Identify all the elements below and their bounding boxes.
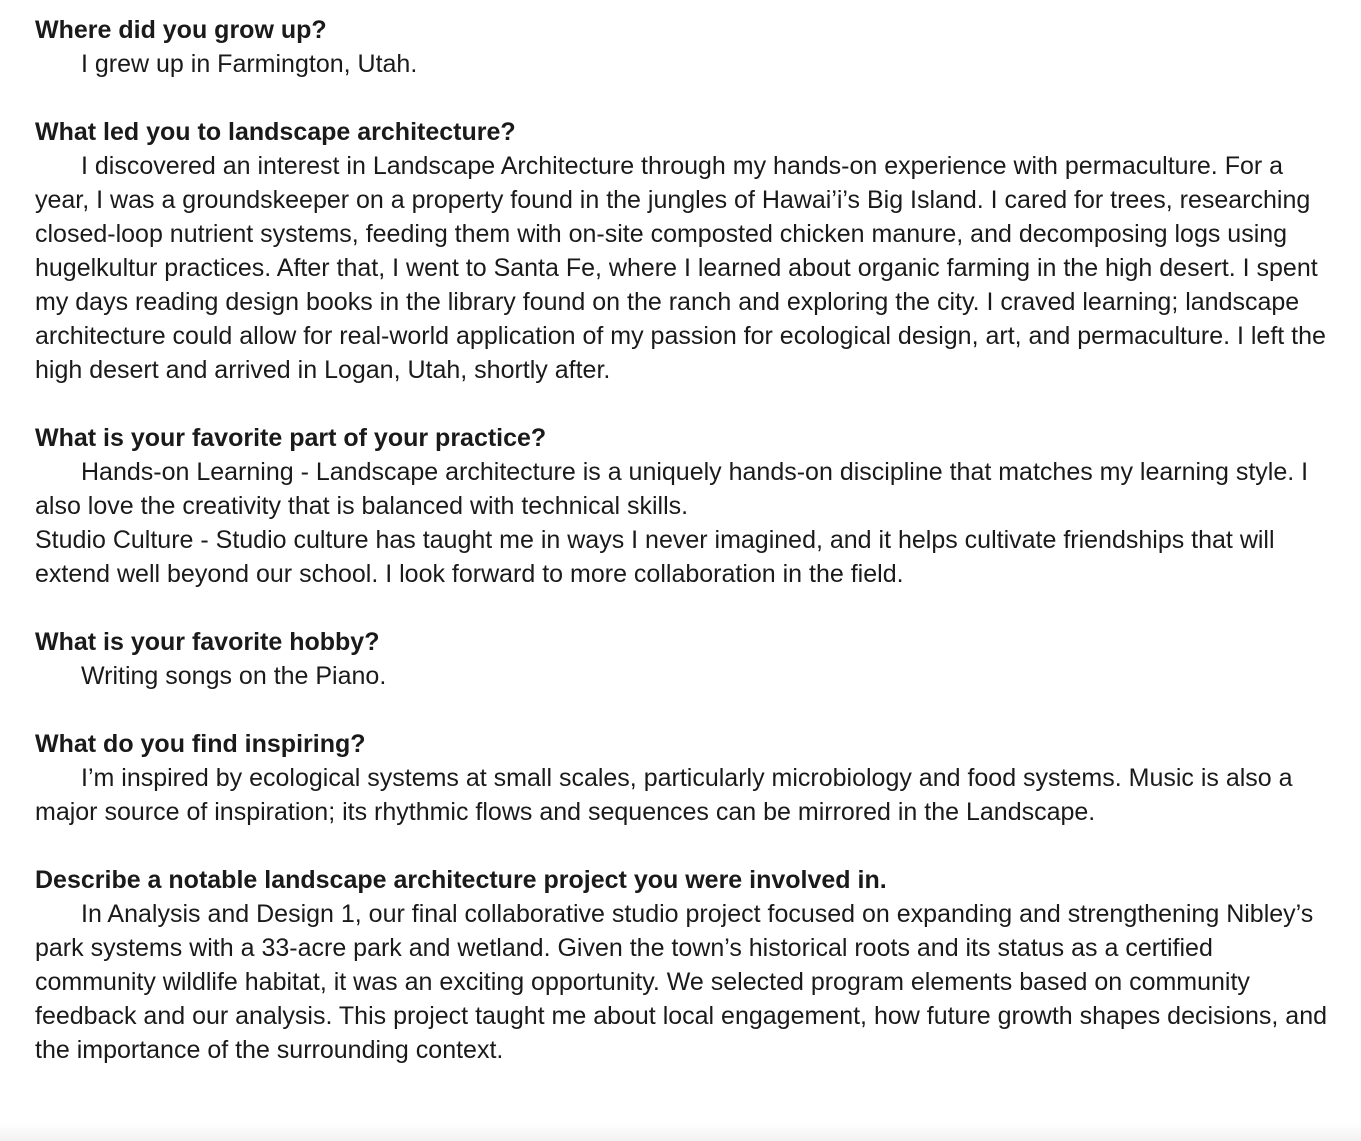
interview-document bbox=[35, 13, 1335, 1101]
answer-paragraph: I grew up in Farmington, Utah. bbox=[81, 50, 418, 78]
question-heading: What led you to landscape architecture? bbox=[35, 118, 516, 146]
question-heading: Where did you grow up? bbox=[35, 16, 327, 44]
qa-section-landscape-architecture bbox=[35, 115, 1335, 387]
answer-paragraph: I’m inspired by ecological systems at small scales, particularly microbiology and food systems. Music is also a major source of inspiration; its rhythmic flows and sequences can be mirrored in the Landscape. bbox=[35, 764, 1293, 826]
answer-paragraph: Writing songs on the Piano. bbox=[81, 662, 387, 690]
bottom-edge-shadow bbox=[0, 1123, 1361, 1141]
answer-paragraph: Hands-on Learning - Landscape architecture is a uniquely hands-on discipline that matches my learning style. I also love the creativity that is balanced with technical skills. bbox=[35, 458, 1309, 520]
qa-section-favorite-hobby bbox=[35, 625, 1335, 693]
answer-paragraph: Studio Culture - Studio culture has taught me in ways I never imagined, and it helps cultivate friendships that will extend well beyond our school. I look forward to more collaboration in the field. bbox=[35, 526, 1275, 588]
answer-paragraph: In Analysis and Design 1, our final collaborative studio project focused on expanding and strengthening Nibley’s park systems with a 33-acre park and wetland. Given the town’s historical roots and its status as a certified community wildlife habitat, it was an exciting opportunity. We selected program elements based on community feedback and our analysis. This project taught me about local engagement, how future growth shapes decisions, and the importance of the surrounding context. bbox=[35, 900, 1328, 1064]
question-heading: What is your favorite part of your practice? bbox=[35, 424, 547, 452]
qa-section-inspiring bbox=[35, 727, 1335, 829]
question-heading: Describe a notable landscape architecture project you were involved in. bbox=[35, 866, 887, 894]
qa-section-favorite-practice bbox=[35, 421, 1335, 591]
question-heading: What do you find inspiring? bbox=[35, 730, 366, 758]
qa-section-grow-up bbox=[35, 13, 1335, 81]
qa-section-notable-project bbox=[35, 863, 1335, 1067]
question-heading: What is your favorite hobby? bbox=[35, 628, 380, 656]
answer-paragraph: I discovered an interest in Landscape Architecture through my hands-on experience with permaculture. For a year, I was a groundskeeper on a property found in the jungles of Hawai’i’s Big Island. I cared for trees, researching closed-loop nutrient systems, feeding them with on-site composted chicken manure, and decomposing logs using hugelkultur practices. After that, I went to Santa Fe, where I learned about organic farming in the high desert. I spent my days reading design books in the library found on the ranch and exploring the city. I craved learning; landscape architecture could allow for real-world application of my passion for ecological design, art, and permaculture. I left the high desert and arrived in Logan, Utah, shortly after. bbox=[35, 152, 1326, 384]
